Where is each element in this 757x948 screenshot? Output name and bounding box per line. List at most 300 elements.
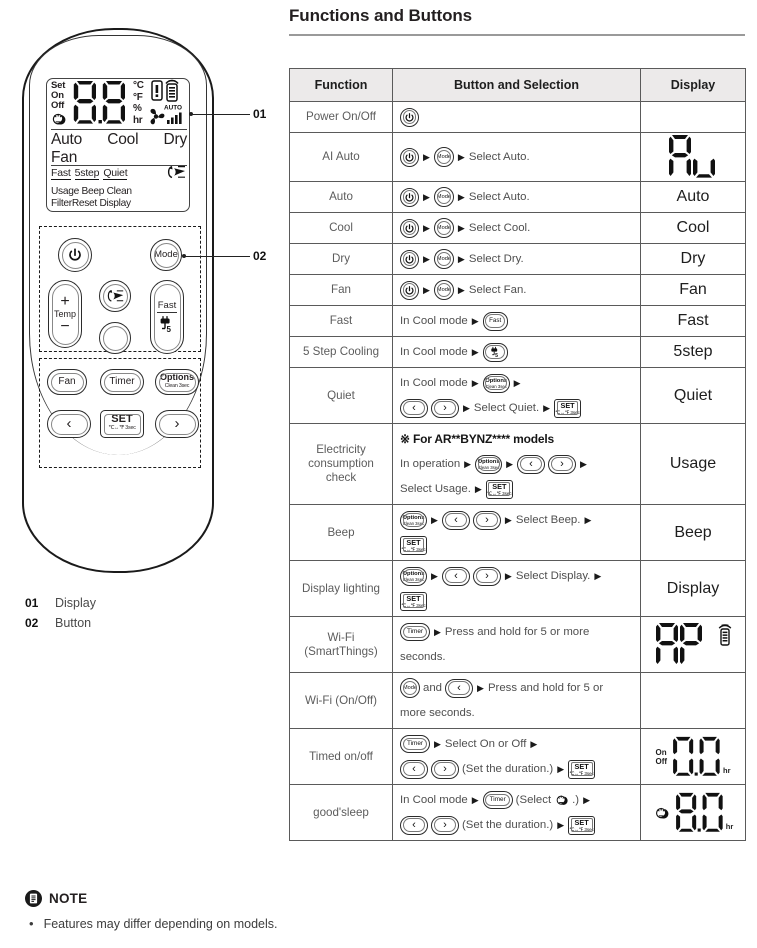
arrow-separator-icon: ▶ <box>513 377 521 388</box>
table-row <box>290 561 746 617</box>
instruction-text: In Cool mode <box>400 346 468 358</box>
mode-button-label: Mode <box>154 249 178 261</box>
right-arrow-button-icon[interactable]: › <box>473 511 501 530</box>
instruction-text: Select Usage. <box>400 483 471 495</box>
cell-function: 5 Step Cooling <box>290 337 393 368</box>
fast-button-label: Fast <box>157 299 177 311</box>
note-bullet-item <box>29 917 625 931</box>
instruction-text: (Set the duration.) <box>462 819 554 831</box>
arrow-separator-icon: ▶ <box>506 458 514 469</box>
column-header-button-selection: Button and Selection <box>393 69 641 102</box>
instruction-line <box>400 249 633 269</box>
instruction-text: Press and hold for 5 or more <box>444 626 590 638</box>
fan-button-label: Fan <box>58 376 76 388</box>
timer-button-label: Timer <box>109 376 135 388</box>
seven-segment-timer-display <box>642 736 744 778</box>
instruction-line <box>400 535 633 555</box>
left-button-ring <box>51 414 88 435</box>
table-row <box>290 182 746 213</box>
lcd-unit-hour: hr <box>133 114 143 126</box>
instruction-text: Select Cool. <box>468 222 531 234</box>
lcd-opt-quiet: Quiet <box>103 167 128 179</box>
instruction-line <box>400 703 633 723</box>
left-arrow-button-icon[interactable]: ‹ <box>400 399 428 418</box>
set-button-icon[interactable]: SET ℃↔℉ 3sec <box>568 760 595 779</box>
cell-display <box>641 337 746 368</box>
legend-row-02 <box>25 616 96 630</box>
instruction-text: Select Beep. <box>515 514 581 526</box>
callout-tick-02 <box>182 254 186 258</box>
table-row <box>290 275 746 306</box>
cell-button-and-selection <box>393 182 641 213</box>
options-button-icon[interactable]: Options Clean 3sec <box>400 567 427 586</box>
remote-lcd-display <box>46 78 190 212</box>
table-row <box>290 337 746 368</box>
arrow-separator-icon: ▶ <box>594 570 602 581</box>
temp-up-label: + <box>60 293 70 311</box>
instruction-text: (Select <box>515 794 552 806</box>
swing-icon <box>165 165 187 179</box>
cell-display <box>641 505 746 561</box>
mode-button-icon[interactable]: Mode <box>434 249 454 269</box>
arrow-separator-icon: ▶ <box>530 738 538 749</box>
instruction-line <box>400 218 633 238</box>
arrow-separator-icon: ▶ <box>463 402 470 413</box>
lcd-seven-segment-88 <box>72 79 130 125</box>
five-step-cooling-button-icon[interactable] <box>483 343 508 362</box>
remote-control-diagram <box>22 28 267 588</box>
table-header-row <box>290 69 746 102</box>
instruction-line <box>400 790 633 810</box>
display-text-value: Beep <box>674 523 712 541</box>
instruction-line <box>400 429 633 449</box>
cell-function: Wi-Fi (On/Off) <box>290 673 393 729</box>
arrow-separator-icon: ▶ <box>434 738 441 749</box>
note-title: NOTE <box>49 891 88 906</box>
arrow-separator-icon: ▶ <box>580 458 587 469</box>
document-icon <box>25 890 42 907</box>
set-button-icon[interactable]: SET ℃↔℉ 3sec <box>568 816 595 835</box>
table-row <box>290 729 746 785</box>
instruction-text: In Cool mode <box>400 377 468 389</box>
remote-right-button[interactable] <box>155 410 199 438</box>
instruction-text: In Cool mode <box>400 794 468 806</box>
arrow-separator-icon: ▶ <box>423 222 430 233</box>
fast-button-ring <box>154 284 181 351</box>
lcd-mode-dry: Dry <box>163 131 187 148</box>
cell-button-and-selection <box>393 729 641 785</box>
lcd-bottom-labels <box>51 186 189 210</box>
instruction-line <box>400 311 633 331</box>
right-arrow-button-icon[interactable]: › <box>431 760 459 779</box>
lcd-state-labels <box>51 81 73 112</box>
options-button-icon[interactable]: Options Clean 3sec <box>483 374 510 393</box>
cell-display <box>641 785 746 841</box>
cell-display <box>641 673 746 729</box>
arrow-separator-icon: ▶ <box>477 682 484 693</box>
lcd-bottom-row1: Usage Beep Clean <box>51 186 132 197</box>
seven-segment-ap-display <box>642 622 744 668</box>
note-bullet-text: Features may differ depending on models. <box>43 917 278 931</box>
right-arrow-button-icon[interactable]: › <box>548 455 576 474</box>
lcd-mode-cool: Cool <box>107 131 139 148</box>
callout-number-02: 02 <box>253 249 267 263</box>
instruction-text: Select Quiet. <box>473 402 540 414</box>
cell-button-and-selection <box>393 244 641 275</box>
cell-function: Fast <box>290 306 393 337</box>
instruction-text: Select Fan. <box>468 284 527 296</box>
options-button-sublabel: Clean 3sec <box>164 383 190 389</box>
remote-fan-button[interactable] <box>47 369 87 395</box>
lcd-mode-auto: Auto <box>51 131 83 148</box>
cell-display <box>641 182 746 213</box>
cell-button-and-selection <box>393 102 641 133</box>
filter-alert-icon <box>152 81 162 100</box>
instruction-line <box>400 107 633 127</box>
cell-function: Display lighting <box>290 561 393 617</box>
arrow-separator-icon: ▶ <box>583 794 591 805</box>
lcd-divider-1 <box>51 129 187 130</box>
cell-function: Timed on/off <box>290 729 393 785</box>
mode-button-icon[interactable]: Mode <box>400 678 420 698</box>
remote-power-button[interactable] <box>58 238 92 272</box>
instruction-line <box>400 147 633 167</box>
lcd-option-labels <box>51 167 189 180</box>
instruction-text: Select On or Off <box>444 738 527 750</box>
cell-display <box>641 368 746 424</box>
power-button-icon[interactable] <box>400 281 419 300</box>
arrow-separator-icon: ▶ <box>457 253 465 264</box>
legend-label-display: Display <box>55 596 96 610</box>
cell-display <box>641 244 746 275</box>
cell-button-and-selection <box>393 368 641 424</box>
set-button-label: SET <box>111 412 133 425</box>
display-text-value: Quiet <box>673 386 713 404</box>
legend-row-01 <box>25 596 96 610</box>
fast-button-icon[interactable]: Fast <box>483 312 508 331</box>
instruction-text: seconds. <box>400 651 446 663</box>
mode-button-icon[interactable]: Mode <box>434 187 454 207</box>
temp-button-ring <box>52 284 79 345</box>
remote-signal-icon <box>717 622 733 648</box>
arrow-separator-icon: ▶ <box>543 402 551 413</box>
seven-segment-sleep-display <box>642 792 744 834</box>
page-title: Functions and Buttons <box>289 6 472 25</box>
instruction-line <box>400 373 633 393</box>
arrow-separator-icon: ▶ <box>457 284 465 295</box>
left-arrow-button-icon[interactable]: ‹ <box>400 760 428 779</box>
cell-function: AI Auto <box>290 133 393 182</box>
display-text-value: Fast <box>677 312 709 329</box>
right-button-label: › <box>174 415 180 433</box>
arrow-separator-icon: ▶ <box>557 819 565 830</box>
cell-display <box>641 617 746 673</box>
moon-sleep-icon <box>50 112 67 126</box>
cell-button-and-selection <box>393 306 641 337</box>
arrow-separator-icon: ▶ <box>423 191 430 202</box>
arrow-separator-icon: ▶ <box>457 151 465 162</box>
instruction-line <box>400 479 633 499</box>
signal-bars-icon <box>167 113 182 125</box>
power-button-icon[interactable] <box>400 219 419 238</box>
arrow-separator-icon: ▶ <box>471 346 479 357</box>
lcd-opt-fast: Fast <box>51 167 71 179</box>
cell-display <box>641 561 746 617</box>
instruction-line <box>400 622 633 642</box>
instruction-line <box>400 398 633 418</box>
right-arrow-button-icon[interactable]: › <box>431 816 459 835</box>
table-row <box>290 673 746 729</box>
callout-tick-01 <box>189 112 193 116</box>
cell-function: Wi-Fi (SmartThings) <box>290 617 393 673</box>
table-row <box>290 505 746 561</box>
left-arrow-button-icon[interactable]: ‹ <box>442 567 470 586</box>
timer-button-icon[interactable]: Timer <box>483 791 513 809</box>
arrow-separator-icon: ▶ <box>423 253 430 264</box>
cell-button-and-selection <box>393 617 641 673</box>
lcd-unit-celsius: °C <box>133 80 144 91</box>
cell-function: Auto <box>290 182 393 213</box>
temp-label: Temp <box>53 309 76 320</box>
cell-button-and-selection <box>393 133 641 182</box>
arrow-separator-icon: ▶ <box>504 514 512 525</box>
sleep-mode-icon <box>554 793 569 807</box>
display-text-value: Auto <box>676 188 710 205</box>
remote-timer-button[interactable] <box>100 369 144 395</box>
instruction-text: .) <box>572 794 580 806</box>
left-arrow-button-icon[interactable]: ‹ <box>445 679 473 698</box>
table-row <box>290 785 746 841</box>
remote-temp-button[interactable] <box>48 280 82 348</box>
blank-button-ring <box>103 326 128 351</box>
cell-function: Dry <box>290 244 393 275</box>
instruction-line <box>400 591 633 611</box>
cell-button-and-selection <box>393 673 641 729</box>
lcd-right-icons <box>151 79 189 103</box>
lcd-auto-label: AUTO <box>164 104 182 112</box>
cell-display <box>641 729 746 785</box>
timer-button-icon[interactable]: Timer <box>400 735 430 753</box>
instruction-text: Select Auto. <box>468 151 530 163</box>
instruction-text: Press and hold for 5 or <box>487 682 604 694</box>
table-row <box>290 102 746 133</box>
display-hour-label: hr <box>723 765 731 775</box>
cell-display <box>641 306 746 337</box>
lcd-opt-5step: 5step <box>74 167 100 179</box>
cell-button-and-selection <box>393 785 641 841</box>
mode-button-ring <box>154 243 179 268</box>
cell-function: Fan <box>290 275 393 306</box>
arrow-separator-icon: ▶ <box>457 191 465 202</box>
remote-options-button[interactable] <box>155 369 199 395</box>
cell-display <box>641 424 746 505</box>
cell-display <box>641 275 746 306</box>
left-arrow-button-icon[interactable]: ‹ <box>442 511 470 530</box>
power-button-icon[interactable] <box>400 250 419 269</box>
set-button-sublabel: ℃↔℉ 3sec <box>108 425 136 431</box>
arrow-separator-icon: ▶ <box>423 284 430 295</box>
mode-button-icon[interactable]: Mode <box>434 280 454 300</box>
power-button-icon[interactable] <box>400 148 419 167</box>
remote-blank-button[interactable] <box>99 322 131 354</box>
callout-number-01: 01 <box>253 107 267 121</box>
options-button-ring <box>159 373 196 392</box>
arrow-separator-icon: ▶ <box>471 315 479 326</box>
legend-number-02: 02 <box>25 616 39 630</box>
lcd-unit-percent: % <box>133 103 142 115</box>
table-row <box>290 617 746 673</box>
display-text-value: Usage <box>669 455 717 472</box>
cell-button-and-selection <box>393 337 641 368</box>
display-text-value: Dry <box>680 250 706 267</box>
cell-function: Quiet <box>290 368 393 424</box>
cell-function: Power On/Off <box>290 102 393 133</box>
options-button-icon[interactable]: Options Clean 3sec <box>400 511 427 530</box>
instruction-text: (Set the duration.) <box>462 763 554 775</box>
cell-display <box>641 213 746 244</box>
remote-set-button[interactable] <box>100 410 144 438</box>
lcd-fan-auto-icons <box>147 103 191 125</box>
options-button-label: Options <box>160 371 194 382</box>
arrow-separator-icon: ▶ <box>457 222 465 233</box>
svg-text:5: 5 <box>494 353 498 359</box>
right-arrow-button-icon[interactable]: › <box>473 567 501 586</box>
cell-function: Electricity consumption check <box>290 424 393 505</box>
title-rule <box>289 34 745 36</box>
display-text-value: Display <box>666 579 720 597</box>
cell-button-and-selection <box>393 213 641 244</box>
cell-button-and-selection <box>393 275 641 306</box>
remote-left-button[interactable] <box>47 410 91 438</box>
bullet-dot: • <box>29 916 34 931</box>
instruction-line <box>400 342 633 362</box>
lcd-top-section <box>47 79 189 127</box>
set-button-icon[interactable]: SET ℃↔℉ 3sec <box>486 480 513 499</box>
fan-icon <box>151 109 165 124</box>
table-row <box>290 244 746 275</box>
power-button-ring <box>62 242 89 269</box>
instruction-text: Select Display. <box>515 570 591 582</box>
table-row <box>290 424 746 505</box>
table-row <box>290 368 746 424</box>
display-text-value: Fan <box>679 281 707 298</box>
right-button-ring <box>159 414 196 435</box>
legend-number-01: 01 <box>25 596 39 610</box>
cell-button-and-selection <box>393 561 641 617</box>
left-arrow-button-icon[interactable]: ‹ <box>400 816 428 835</box>
mode-button-icon[interactable]: Mode <box>434 147 454 167</box>
instruction-line <box>400 815 633 835</box>
arrow-separator-icon: ▶ <box>431 514 438 525</box>
arrow-separator-icon: ▶ <box>584 514 592 525</box>
display-hour-label: hr <box>725 821 734 831</box>
cell-function: Cool <box>290 213 393 244</box>
temp-down-label: − <box>60 317 70 335</box>
instruction-line <box>400 187 633 207</box>
display-text-value: Cool <box>676 219 710 236</box>
note-section <box>25 890 625 931</box>
callout-leader-01 <box>192 114 250 115</box>
wifi-signal-icon <box>166 81 178 102</box>
display-text-value: 5step <box>673 343 713 360</box>
arrow-separator-icon: ▶ <box>557 763 565 774</box>
remote-illustration-panel <box>0 0 285 948</box>
instruction-text: more seconds. <box>400 707 475 719</box>
set-button-icon[interactable]: SET ℃↔℉ 3sec <box>400 536 427 555</box>
display-on-off-labels: On Off <box>655 747 668 766</box>
remote-swing-button[interactable] <box>99 280 131 312</box>
left-button-label: ‹ <box>66 415 72 433</box>
remote-mode-button[interactable] <box>150 239 182 271</box>
mode-button-icon[interactable]: Mode <box>434 218 454 238</box>
timer-button-ring <box>104 373 141 392</box>
arrow-separator-icon: ▶ <box>431 570 438 581</box>
note-header <box>25 890 625 907</box>
instruction-text: In operation <box>400 458 461 470</box>
cell-display <box>641 133 746 182</box>
instruction-line <box>400 454 633 474</box>
svg-text:5: 5 <box>166 325 171 334</box>
swing-button-ring <box>103 284 128 309</box>
functions-and-buttons-table <box>289 68 746 841</box>
column-header-display: Display <box>641 69 746 102</box>
arrow-separator-icon: ▶ <box>471 794 479 805</box>
table-row <box>290 133 746 182</box>
legend-label-button: Button <box>55 616 92 630</box>
lcd-mode-fan: Fan <box>51 148 78 166</box>
arrow-separator-icon: ▶ <box>434 626 441 637</box>
arrow-separator-icon: ▶ <box>423 151 430 162</box>
instruction-line <box>400 678 633 698</box>
instruction-text: Select Dry. <box>468 253 524 265</box>
cell-function: good'sleep <box>290 785 393 841</box>
set-button-ring <box>104 414 141 435</box>
lcd-bottom-row2: FilterReset Display <box>51 197 131 209</box>
instruction-line <box>400 510 633 530</box>
arrow-separator-icon: ▶ <box>474 483 482 494</box>
set-button-icon[interactable]: SET ℃↔℉ 3sec <box>554 399 581 418</box>
fan-button-ring <box>51 373 84 392</box>
instruction-line <box>400 759 633 779</box>
timer-button-icon[interactable]: Timer <box>400 623 430 641</box>
power-button-icon[interactable] <box>400 188 419 207</box>
instruction-text: In Cool mode <box>400 315 468 327</box>
power-button-icon[interactable] <box>400 108 419 127</box>
lcd-mode-labels <box>51 131 189 166</box>
remote-fast-5step-button[interactable] <box>150 280 184 354</box>
right-arrow-button-icon[interactable]: › <box>431 399 459 418</box>
table-row <box>290 213 746 244</box>
instruction-text: Select Auto. <box>468 191 530 203</box>
cell-button-and-selection <box>393 424 641 505</box>
arrow-separator-icon: ▶ <box>504 570 512 581</box>
sleep-mode-icon <box>653 805 670 821</box>
lcd-unit-fahrenheit: °F <box>133 91 143 103</box>
cell-button-and-selection <box>393 505 641 561</box>
callout-leader-02 <box>185 256 250 257</box>
callout-legend <box>25 596 96 636</box>
cell-function: Beep <box>290 505 393 561</box>
model-applicability-note: ※ For AR**BYNZ**** models <box>400 432 554 446</box>
left-arrow-button-icon[interactable]: ‹ <box>517 455 545 474</box>
instruction-line <box>400 734 633 754</box>
options-button-icon[interactable]: Options Clean 3sec <box>475 455 502 474</box>
instruction-text: and <box>423 682 443 694</box>
instruction-line <box>400 280 633 300</box>
instruction-line <box>400 566 633 586</box>
lcd-label-off: Off <box>51 100 65 112</box>
set-button-icon[interactable]: SET ℃↔℉ 3sec <box>400 592 427 611</box>
